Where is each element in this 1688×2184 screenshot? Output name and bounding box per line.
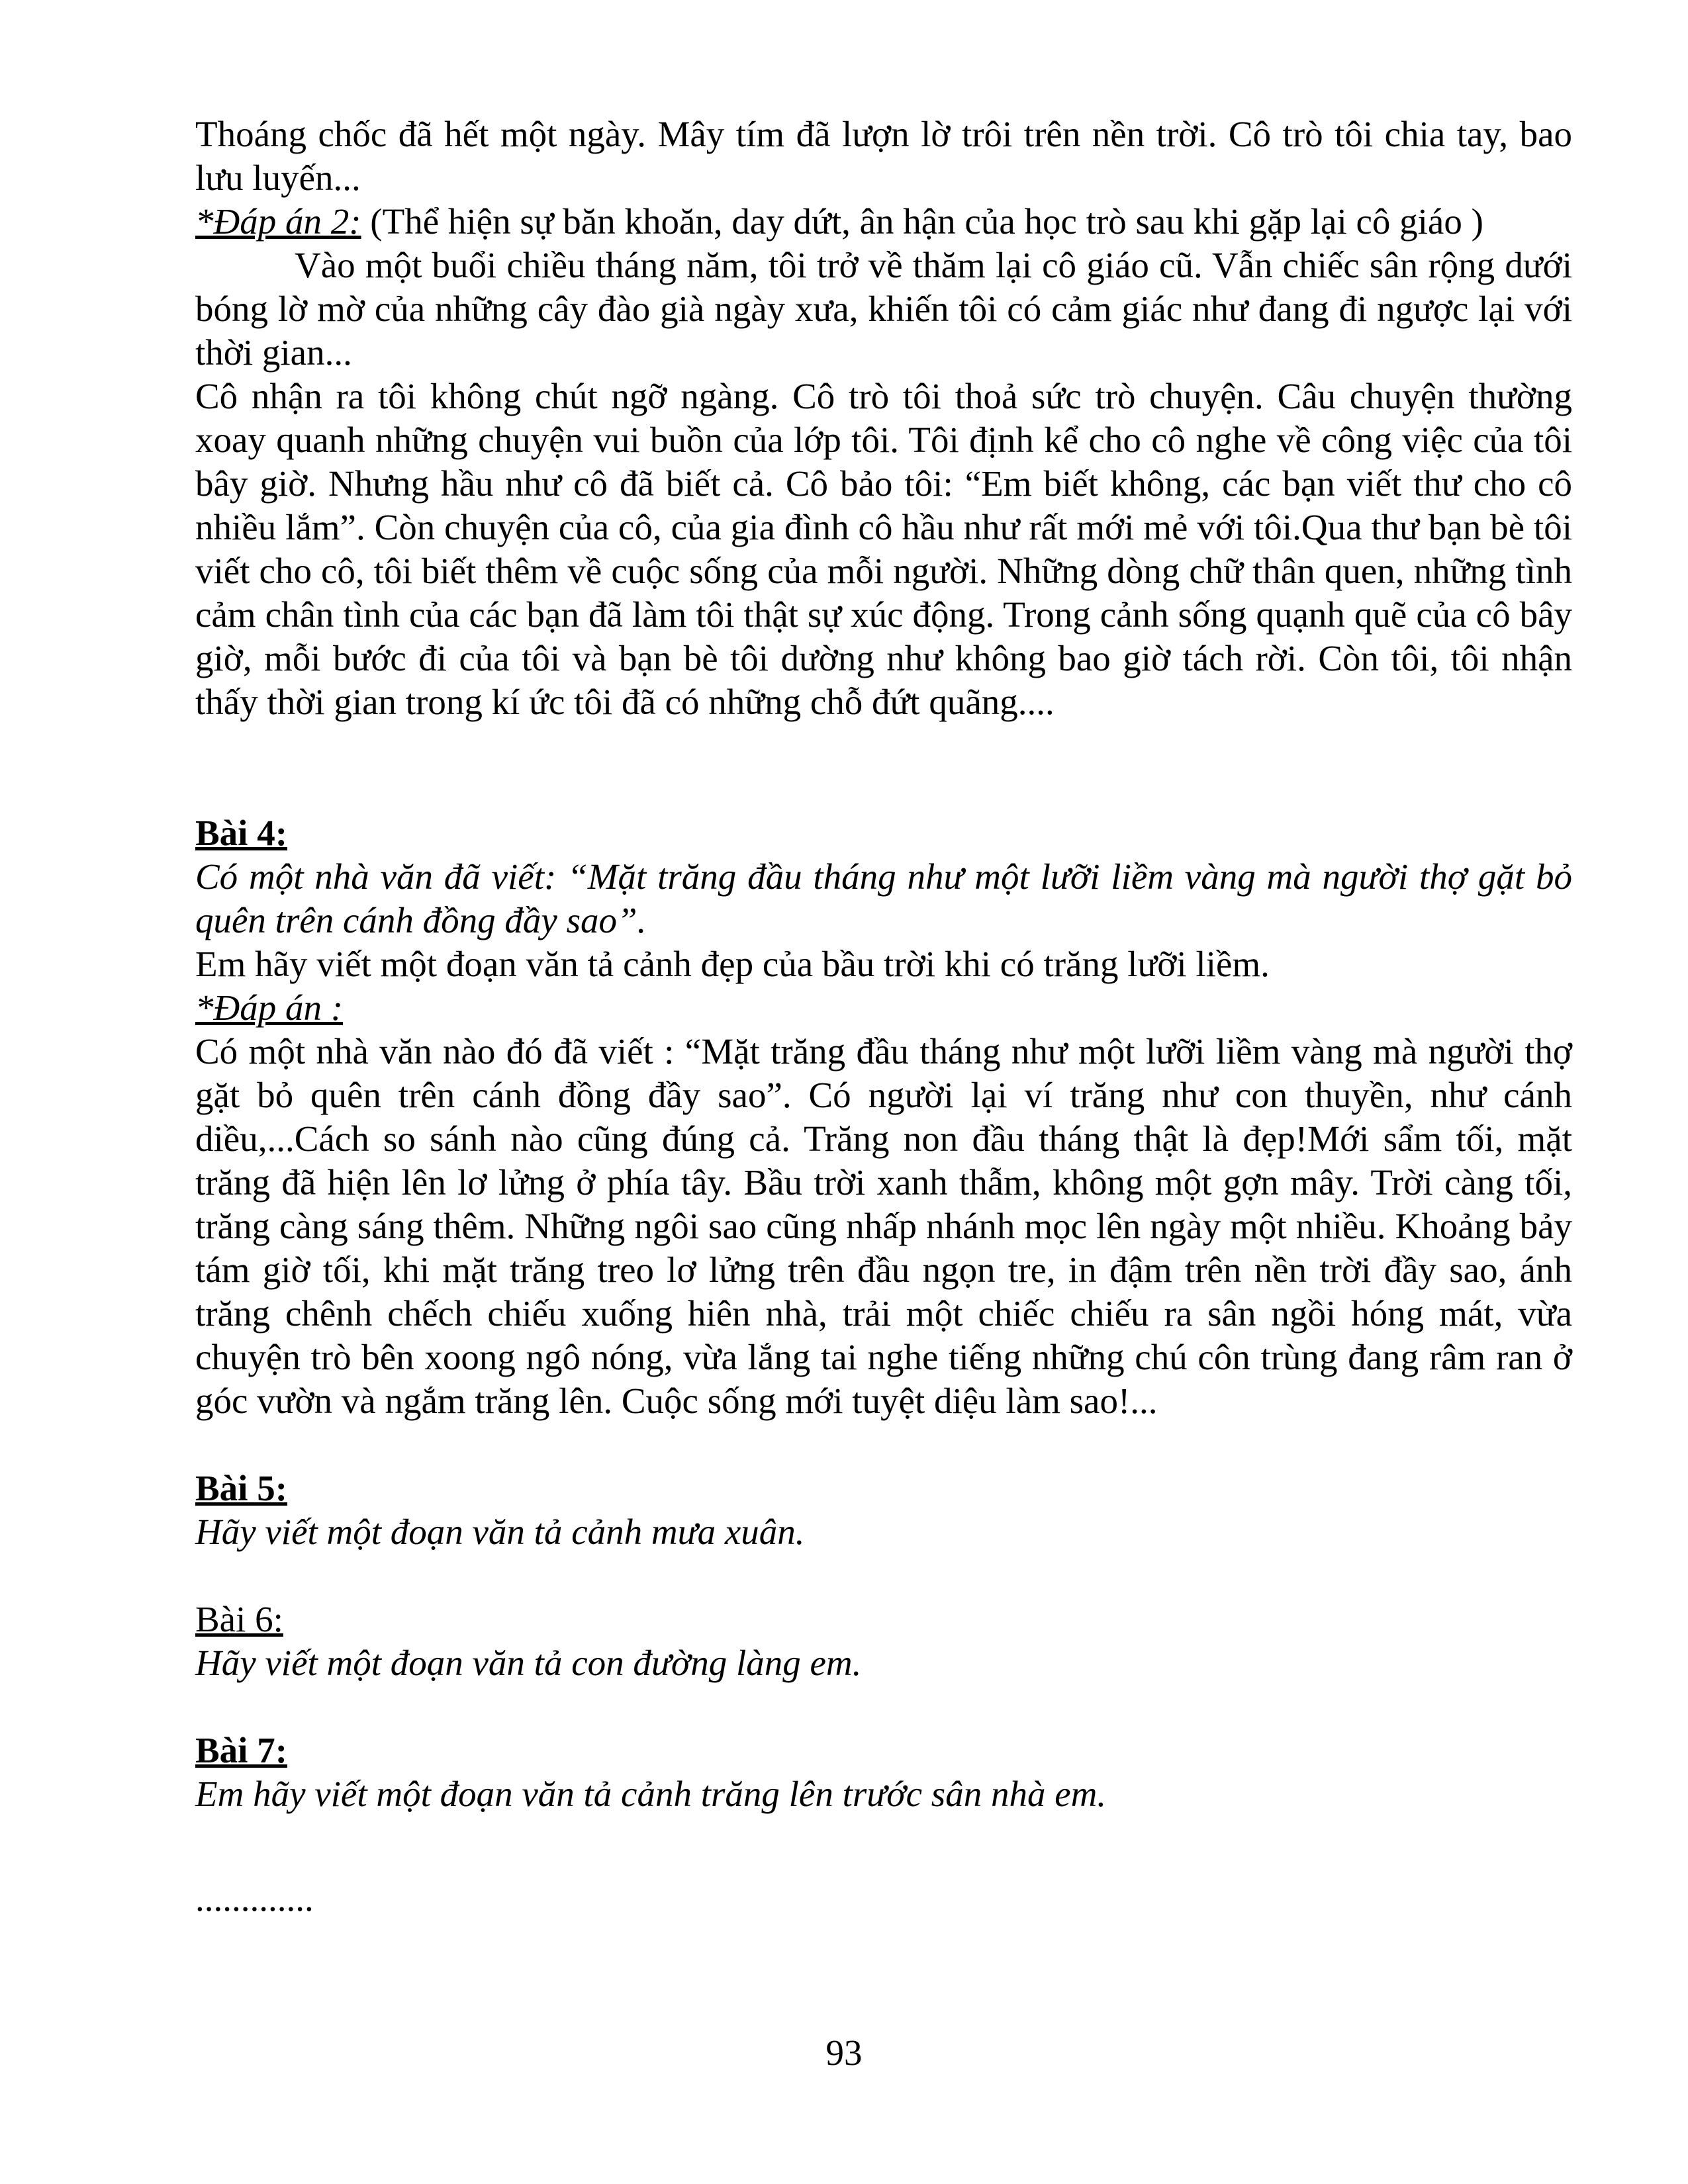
- spacer: [195, 1816, 1572, 1877]
- spacer: [195, 1685, 1572, 1729]
- answer-2-paragraph-2: Cô nhận ra tôi không chút ngỡ ngàng. Cô trò tôi thoả sức trò chuyện. Câu chuyện thường xoay quanh những chuyện vui buồn của lớp tôi. Tôi định kể cho cô nghe về công việc của tôi bây giờ. Nhưng hầu như cô đã biết cả. Cô bảo tôi: “Em biết không, các bạn viết thư cho cô nhiều lắm”. Còn chuyện của cô, của gia đình cô hầu như rất mới mẻ với tôi.Qua thư bạn bè tôi viết cho cô, tôi biết thêm về cuộc sống của mỗi người. Những dòng chữ thân quen, những tình cảm chân tình của các bạn đã làm tôi thật sự xúc động. Trong cảnh sống quạnh quẽ của cô bây giờ, mỗi bước đi của tôi và bạn bè tôi dường như không bao giờ tách rời. Còn tôi, tôi nhận thấy thời gian trong kí ức tôi đã có những chỗ đứt quãng....: [195, 376, 1572, 722]
- bai-6-prompt: Hãy viết một đoạn văn tả con đường làng em.: [195, 1643, 862, 1683]
- bai-4-answer-line: [195, 986, 1572, 1030]
- bai-4-answer-label: *Đáp án :: [195, 987, 344, 1028]
- bai-7-prompt: Em hãy viết một đoạn văn tả cảnh trăng lên trước sân nhà em.: [195, 1774, 1107, 1814]
- answer-2-label: *Đáp án 2:: [195, 201, 361, 242]
- spacer: [195, 1554, 1572, 1598]
- bai-5-heading: Bài 5:: [195, 1468, 288, 1508]
- answer-2-line: [195, 200, 1572, 244]
- bai-4-task: Em hãy viết một đoạn văn tả cảnh đẹp của bầu trời khi có trăng lưỡi liềm.: [195, 944, 1270, 984]
- bai-4-prompt: Có một nhà văn đã viết: “Mặt trăng đầu tháng như một lưỡi liềm vàng mà người thợ gặt bỏ quên trên cánh đồng đầy sao”.: [195, 856, 1572, 940]
- bai-4-heading: Bài 4:: [195, 813, 288, 853]
- intro-paragraph: Thoáng chốc đã hết một ngày. Mây tím đã lượn lờ trôi trên nền trời. Cô trò tôi chia tay, bao lưu luyến...: [195, 114, 1572, 198]
- bai-4-answer-paragraph: Có một nhà văn nào đó đã viết : “Mặt trăng đầu tháng như một lưỡi liềm vàng mà người thợ gặt bỏ quên trên cánh đồng đầy sao”. Có người lại ví trăng như con thuyền, như cánh diều,...Cách so sánh nào cũng đúng cả. Trăng non đầu tháng thật là đẹp!Mới sẩm tối, mặt trăng đã hiện lên lơ lửng ở phía tây. Bầu trời xanh thẫm, không một gợn mây. Trời càng tối, trăng càng sáng thêm. Những ngôi sao cũng nhấp nhánh mọc lên ngày một nhiều. Khoảng bảy tám giờ tối, khi mặt trăng treo lơ lửng trên đầu ngọn tre, in đậm trên nền trời đầy sao, ánh trăng chênh chếch chiếu xuống hiên nhà, trải một chiếc chiếu ra sân ngồi hóng mát, vừa chuyện trò bên xoong ngô nóng, vừa lắng tai nghe tiếng những chú côn trùng đang râm ran ở góc vườn và ngắm trăng lên. Cuộc sống mới tuyệt diệu làm sao!...: [195, 1031, 1572, 1421]
- spacer: [195, 1423, 1572, 1467]
- answer-2-note: (Thể hiện sự băn khoăn, day dứt, ân hận của học trò sau khi gặp lại cô giáo ): [361, 201, 1483, 242]
- answer-2-paragraph-1: Vào một buổi chiều tháng năm, tôi trở về thăm lại cô giáo cũ. Vẫn chiếc sân rộng dưới bóng lờ mờ của những cây đào già ngày xưa, khiến tôi có cảm giác như đang đi ngược lại với thời gian...: [195, 245, 1572, 373]
- page-number: 93: [825, 2032, 863, 2073]
- spacer: [195, 724, 1572, 811]
- bai-7-heading: Bài 7:: [195, 1730, 288, 1770]
- bai-6-heading: Bài 6:: [195, 1599, 283, 1639]
- ellipsis-line: .............: [195, 1878, 314, 1919]
- document-page: [195, 113, 1572, 1921]
- bai-5-prompt: Hãy viết một đoạn văn tả cảnh mưa xuân.: [195, 1512, 805, 1552]
